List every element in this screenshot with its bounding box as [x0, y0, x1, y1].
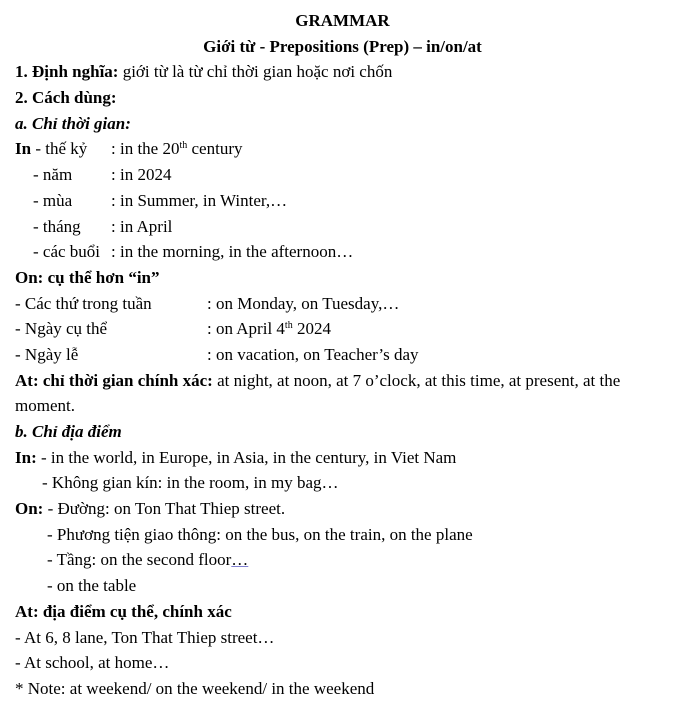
- document-page: [15, 8, 670, 702]
- row-key: - tháng: [33, 216, 81, 236]
- in-time-row-century: [15, 136, 670, 162]
- definition-line: [15, 59, 670, 85]
- on-place-text: - Phương tiện giao thông: on the bus, on the train, on the plane: [47, 524, 473, 544]
- in-place-row-1: [15, 445, 670, 471]
- in-time-row-season: [15, 188, 670, 214]
- in-time-row-daytime: [15, 239, 670, 265]
- on-place-row-1: [15, 496, 670, 522]
- row-key: - các buổi: [33, 242, 101, 262]
- in-time-row-month: [15, 214, 670, 240]
- row-value: : in Summer, in Winter,…: [111, 190, 288, 210]
- on-place-text: - Đường: on Ton That Thiep street.: [43, 499, 286, 519]
- in-place-text: - in the world, in Europe, in Asia, in the century, in Viet Nam: [36, 447, 457, 467]
- on-place-label: On:: [15, 499, 44, 519]
- at-time-text: at night, at noon, at 7 o’clock, at this time, at present, at the moment.: [15, 370, 621, 416]
- at-place-row-1: - At 6, 8 lane, Ton That Thiep street…: [15, 627, 275, 647]
- time-heading: a. Chỉ thời gian:: [15, 113, 131, 133]
- in-time-label: In: [15, 139, 32, 159]
- row-key: - năm: [33, 165, 73, 185]
- definition-label: 1. Định nghĩa:: [15, 62, 119, 82]
- at-time-paragraph: [15, 368, 670, 419]
- on-place-row-4: [15, 573, 670, 599]
- in-place-label: In:: [15, 447, 37, 467]
- in-place-row-2: [15, 470, 670, 496]
- in-place-text: - Không gian kín: in the room, in my bag…: [42, 473, 339, 493]
- row-key: - Ngày lễ: [15, 344, 79, 364]
- definition-text: giới từ là từ chỉ thời gian hoặc nơi chốn: [118, 62, 393, 82]
- on-time-row-date: [15, 316, 670, 342]
- on-time-row-weekday: [15, 291, 670, 317]
- on-place-row-3: [15, 547, 670, 573]
- on-place-row-2: [15, 522, 670, 548]
- row-value: : in 2024: [111, 165, 172, 185]
- place-heading: b. Chỉ địa điểm: [15, 422, 122, 442]
- on-place-text: - Tầng: on the second floor…: [47, 550, 249, 570]
- row-value: : on April 4th 2024: [207, 319, 331, 339]
- page-subtitle: Giới từ - Prepositions (Prep) – in/on/at: [203, 36, 482, 56]
- on-place-text: - on the table: [47, 576, 137, 596]
- page-title: GRAMMAR: [295, 11, 390, 30]
- row-value: : in the morning, in the afternoon…: [111, 242, 354, 262]
- row-key: - Các thứ trong tuần: [15, 293, 152, 313]
- at-place-heading: At: địa điểm cụ thể, chính xác: [15, 601, 232, 621]
- usage-heading: 2. Cách dùng:: [15, 88, 117, 108]
- note-line: * Note: at weekend/ on the weekend/ in the weekend: [15, 678, 375, 698]
- row-value: : in April: [111, 216, 173, 236]
- row-value: : on Monday, on Tuesday,…: [207, 293, 400, 313]
- row-value: : in the 20th century: [111, 139, 243, 159]
- row-key: - Ngày cụ thể: [15, 319, 108, 339]
- in-time-row-year: [15, 162, 670, 188]
- row-value: : on vacation, on Teacher’s day: [207, 344, 419, 364]
- on-time-heading: On: cụ thể hơn “in”: [15, 267, 160, 287]
- at-time-label: At: chỉ thời gian chính xác:: [15, 370, 213, 390]
- on-time-row-holiday: [15, 342, 670, 368]
- at-place-row-2: - At school, at home…: [15, 653, 170, 673]
- row-key: - mùa: [33, 190, 73, 210]
- row-key: - thế kỷ: [31, 139, 88, 159]
